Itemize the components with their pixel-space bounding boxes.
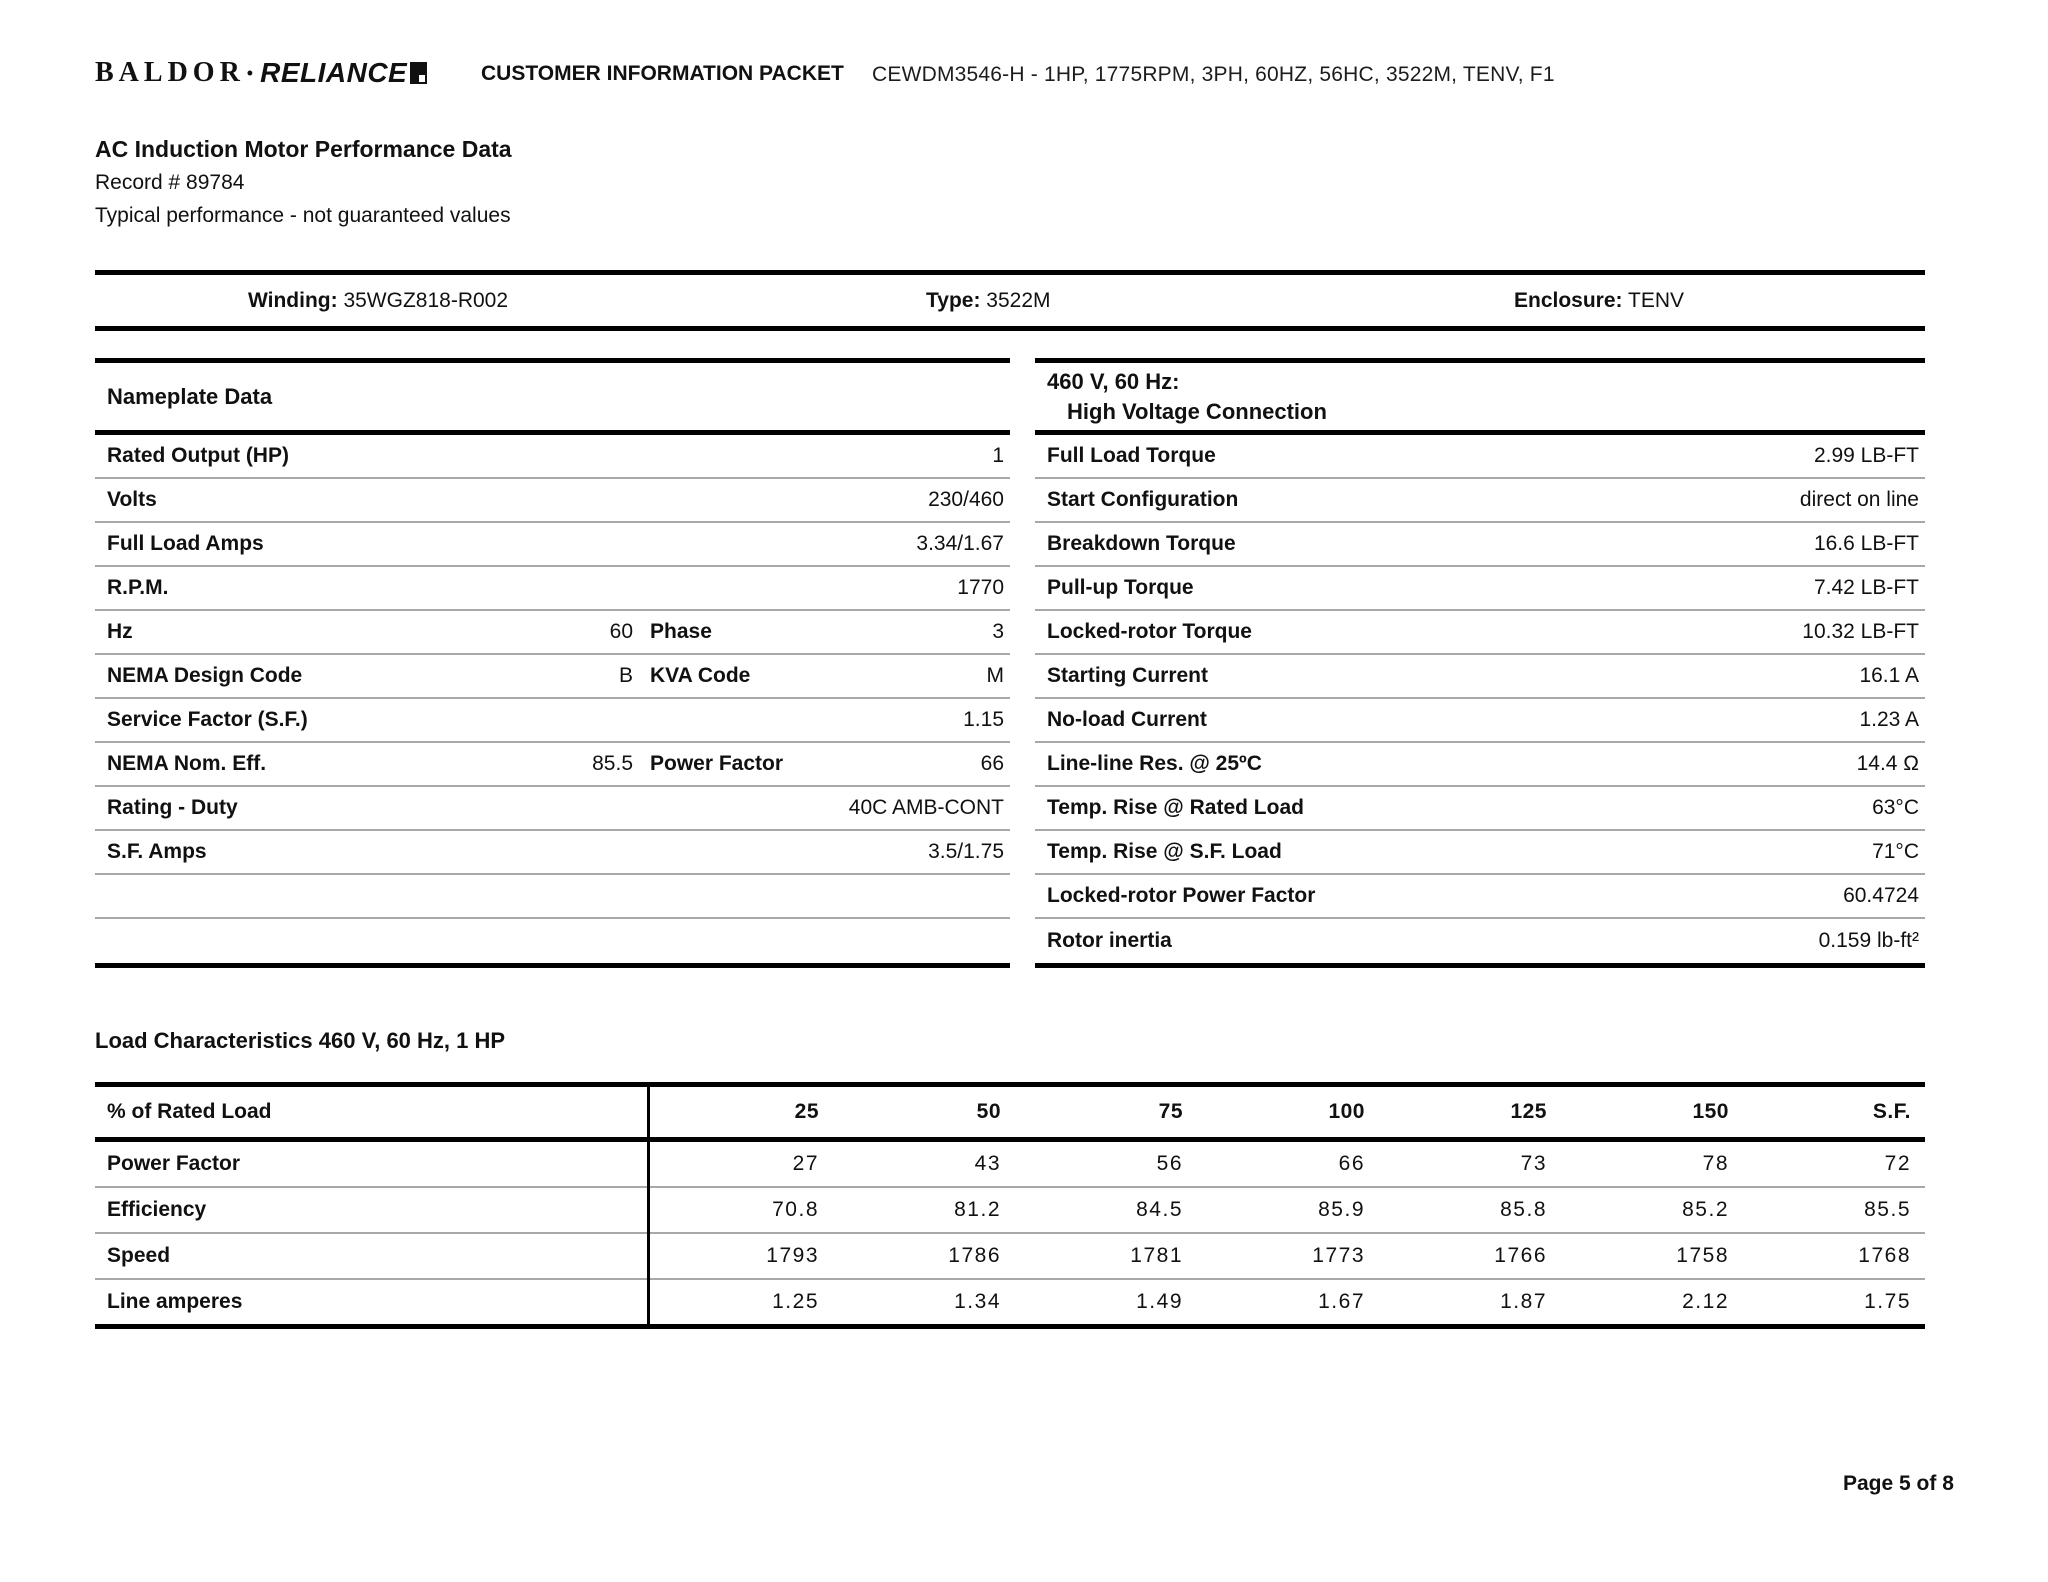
type-field	[926, 289, 1051, 313]
row-value: 1.25	[772, 1290, 819, 1313]
column-header: S.F.	[1872, 1100, 1911, 1123]
logo-reliance-text: RELIANCE	[260, 57, 408, 88]
field-label: Start Configuration	[1047, 488, 1239, 511]
row-label: Speed	[107, 1244, 171, 1267]
field-label: Rating - Duty	[107, 796, 238, 819]
row-value: 1.34	[954, 1290, 1001, 1313]
nameplate-heading-text: Nameplate Data	[107, 383, 273, 409]
row-value: 1.49	[1136, 1290, 1183, 1313]
field-label: NEMA Nom. Eff.	[107, 752, 267, 775]
field-value: 16.1 A	[1859, 664, 1919, 687]
field-value: 3	[992, 620, 1004, 643]
field-label: Full Load Torque	[1047, 444, 1216, 467]
performance-data-section	[95, 358, 1925, 968]
page-number: Page 5 of 8	[1843, 1472, 1954, 1495]
field-label: Pull-up Torque	[1047, 576, 1194, 599]
nameplate-row	[95, 699, 1010, 743]
nameplate-table-body	[95, 435, 1010, 963]
field-label: Starting Current	[1047, 664, 1209, 687]
enclosure-label: Enclosure:	[1514, 288, 1623, 312]
nameplate-row	[95, 655, 1010, 699]
field-value: M	[986, 664, 1004, 687]
performance-row	[1035, 655, 1925, 699]
field-value: 85.5	[592, 752, 633, 775]
load-table-row	[95, 1188, 1925, 1234]
load-table-row	[95, 1280, 1925, 1324]
field-value: 71°C	[1872, 840, 1919, 863]
row-left-pair	[107, 752, 633, 776]
row-value: 1.87	[1500, 1290, 1547, 1313]
row-value: 78	[1702, 1152, 1729, 1175]
row-value: 66	[1338, 1152, 1365, 1175]
performance-row	[1035, 919, 1925, 963]
performance-row	[1035, 787, 1925, 831]
performance-table-body	[1035, 435, 1925, 963]
row-label: Line amperes	[107, 1290, 243, 1313]
performance-row	[1035, 743, 1925, 787]
performance-row	[1035, 831, 1925, 875]
row-value: 43	[974, 1152, 1001, 1175]
record-number: Record # 89784	[95, 171, 245, 194]
logo-baldor-text: BALDOR	[95, 57, 245, 88]
field-value: 1.15	[963, 708, 1004, 731]
field-value: B	[618, 664, 633, 687]
field-label: Phase	[650, 620, 712, 643]
load-table-row	[95, 1142, 1925, 1188]
field-value: 230/460	[928, 488, 1004, 511]
nameplate-row	[95, 831, 1010, 875]
disclaimer-note: Typical performance - not guaranteed values	[95, 204, 511, 227]
nameplate-row	[95, 743, 1010, 787]
field-label: Temp. Rise @ S.F. Load	[1047, 840, 1282, 863]
field-label: S.F. Amps	[107, 840, 207, 863]
product-spec-line: CEWDM3546-H - 1HP, 1775RPM, 3PH, 60HZ, 56HC, 3522M, TENV, F1	[872, 63, 1555, 86]
row-left-pair	[107, 664, 633, 688]
row-value: 73	[1520, 1152, 1547, 1175]
winding-summary-bar	[95, 270, 1925, 331]
hv-heading-line2: High Voltage Connection	[1067, 398, 1327, 424]
field-label: Full Load Amps	[107, 532, 264, 555]
nameplate-row	[95, 611, 1010, 655]
field-label: Power Factor	[650, 752, 784, 775]
row-value: 85.8	[1500, 1198, 1547, 1221]
field-value: 3.5/1.75	[928, 840, 1004, 863]
performance-row	[1035, 611, 1925, 655]
field-label: Breakdown Torque	[1047, 532, 1236, 555]
field-value: 1.23 A	[1859, 708, 1919, 731]
field-value: 3.34/1.67	[916, 532, 1004, 555]
nameplate-data-table	[95, 358, 1010, 968]
winding-label: Winding:	[248, 288, 338, 312]
row-value: 1781	[1130, 1244, 1183, 1267]
nameplate-row	[95, 479, 1010, 523]
row-value: 27	[792, 1152, 819, 1175]
column-header: 50	[976, 1100, 1001, 1123]
field-value: 10.32 LB-FT	[1802, 620, 1919, 643]
row-value: 72	[1884, 1152, 1911, 1175]
row-right-pair	[633, 664, 1004, 688]
row-value: 1.67	[1318, 1290, 1365, 1313]
type-value: 3522M	[986, 288, 1051, 312]
load-table-row	[95, 1234, 1925, 1280]
nameplate-row	[95, 919, 1010, 963]
document-header	[95, 56, 1965, 96]
row-value: 1773	[1312, 1244, 1365, 1267]
nameplate-heading	[95, 363, 1010, 435]
enclosure-field	[1514, 289, 1684, 313]
row-right-pair	[633, 620, 1004, 644]
performance-row	[1035, 479, 1925, 523]
field-value: 16.6 LB-FT	[1813, 532, 1919, 555]
nameplate-row	[95, 435, 1010, 479]
baldor-reliance-logo	[95, 56, 427, 90]
row-value: 81.2	[954, 1198, 1001, 1221]
logo-dot-separator: •	[246, 62, 254, 83]
row-value: 2.12	[1682, 1290, 1729, 1313]
field-label: Line-line Res. @ 25ºC	[1047, 752, 1262, 775]
row-value: 1758	[1676, 1244, 1729, 1267]
reliance-logo-mark-icon	[410, 62, 427, 84]
column-header: 75	[1158, 1100, 1183, 1123]
load-characteristics-heading: Load Characteristics 460 V, 60 Hz, 1 HP	[95, 1028, 506, 1053]
page-title: AC Induction Motor Performance Data	[95, 136, 512, 162]
field-label: R.P.M.	[107, 576, 169, 599]
column-header: 100	[1328, 1100, 1365, 1123]
performance-row	[1035, 875, 1925, 919]
load-table-body	[95, 1087, 1925, 1324]
field-value: 66	[980, 752, 1004, 775]
row-value: 1786	[948, 1244, 1001, 1267]
load-table-header-row	[95, 1087, 1925, 1142]
row-left-pair	[107, 620, 633, 644]
row-value: 1.75	[1864, 1290, 1911, 1313]
nameplate-row	[95, 567, 1010, 611]
column-header: 150	[1692, 1100, 1729, 1123]
field-value: 60	[609, 620, 633, 643]
column-header: 125	[1510, 1100, 1547, 1123]
field-value: 0.159 lb-ft²	[1818, 929, 1919, 952]
field-value: 40C AMB-CONT	[848, 796, 1004, 819]
row-value: 1766	[1494, 1244, 1547, 1267]
field-label: NEMA Design Code	[107, 664, 303, 687]
column-header-label: % of Rated Load	[107, 1100, 272, 1123]
high-voltage-heading	[1035, 363, 1925, 435]
performance-row	[1035, 699, 1925, 743]
load-characteristics-table	[95, 1082, 1925, 1329]
performance-row	[1035, 567, 1925, 611]
winding-value: 35WGZ818-R002	[343, 288, 509, 312]
field-label: Hz	[107, 620, 133, 643]
row-value: 84.5	[1136, 1198, 1183, 1221]
nameplate-row	[95, 523, 1010, 567]
nameplate-row	[95, 875, 1010, 919]
field-label: Locked-rotor Power Factor	[1047, 884, 1316, 907]
type-label: Type:	[926, 288, 981, 312]
field-label: Temp. Rise @ Rated Load	[1047, 796, 1304, 819]
enclosure-value: TENV	[1628, 288, 1685, 312]
field-label: Locked-rotor Torque	[1047, 620, 1252, 643]
nameplate-row	[95, 787, 1010, 831]
winding-field	[248, 289, 508, 313]
row-value: 85.5	[1864, 1198, 1911, 1221]
row-value: 85.2	[1682, 1198, 1729, 1221]
row-value: 85.9	[1318, 1198, 1365, 1221]
packet-title: CUSTOMER INFORMATION PACKET	[481, 62, 844, 85]
field-label: KVA Code	[650, 664, 751, 687]
row-value: 1768	[1858, 1244, 1911, 1267]
row-label: Efficiency	[107, 1198, 207, 1221]
field-value: 2.99 LB-FT	[1813, 444, 1919, 467]
high-voltage-performance-table	[1035, 358, 1925, 968]
hv-heading-line1: 460 V, 60 Hz:	[1047, 368, 1180, 394]
row-right-pair	[633, 752, 1004, 776]
field-label: Rated Output (HP)	[107, 444, 289, 467]
performance-row	[1035, 523, 1925, 567]
row-value: 70.8	[772, 1198, 819, 1221]
field-value: 1	[992, 444, 1004, 467]
title-block	[95, 133, 512, 232]
field-value: 7.42 LB-FT	[1813, 576, 1919, 599]
field-value: 63°C	[1872, 796, 1919, 819]
field-label: Service Factor (S.F.)	[107, 708, 308, 731]
field-label: Volts	[107, 488, 157, 511]
field-value: 14.4 Ω	[1856, 752, 1919, 775]
row-value: 1793	[766, 1244, 819, 1267]
field-label: No-load Current	[1047, 708, 1207, 731]
column-header: 25	[794, 1100, 819, 1123]
field-value: 1770	[957, 576, 1004, 599]
performance-row	[1035, 435, 1925, 479]
row-label: Power Factor	[107, 1152, 241, 1175]
table-column-divider	[647, 1087, 650, 1324]
field-value: 60.4724	[1843, 884, 1919, 907]
field-value: direct on line	[1799, 488, 1919, 511]
field-label: Rotor inertia	[1047, 929, 1172, 952]
row-value: 56	[1156, 1152, 1183, 1175]
